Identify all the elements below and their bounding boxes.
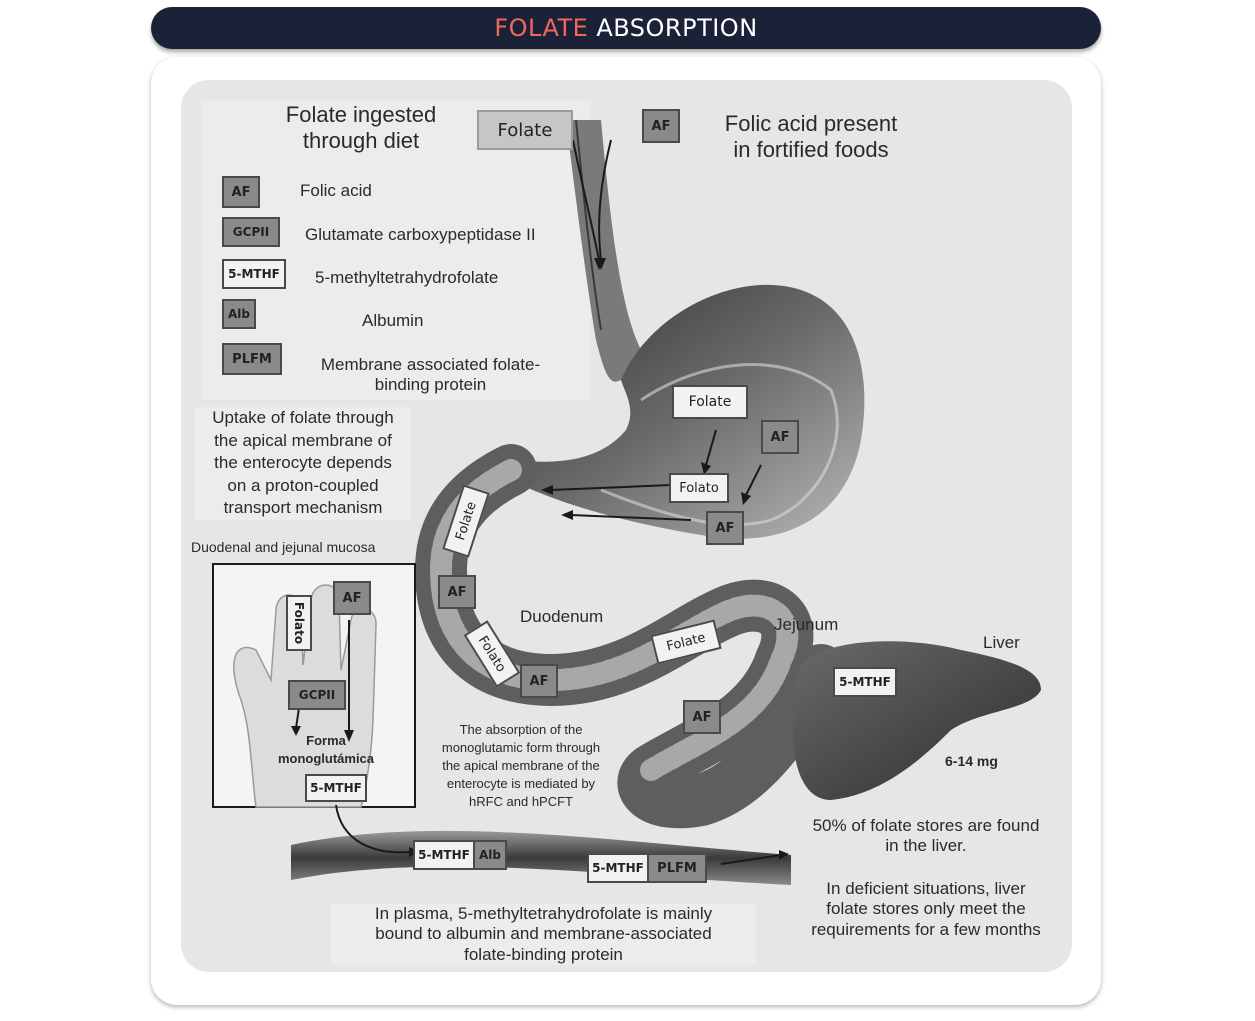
fortified-label: Folic acid present in fortified foods bbox=[724, 111, 898, 163]
liver-note-deficient: In deficient situations, liver folate stores only meet the requirements for a few months bbox=[811, 879, 1041, 939]
liver-5mthf-tag: 5-MTHF bbox=[833, 667, 897, 697]
diet-label: Folate ingested through diet bbox=[285, 102, 437, 154]
plasma-5mthf-tag-1: 5-MTHF bbox=[413, 840, 475, 870]
plasma-5mthf-tag-2: 5-MTHF bbox=[587, 853, 649, 883]
legend-label-af: Folic acid bbox=[300, 181, 372, 200]
mucosa-title: Duodenal and jejunal mucosa bbox=[191, 539, 376, 555]
mucosa-af-tag: AF bbox=[333, 581, 371, 615]
duodenum-af-tag-2: AF bbox=[520, 664, 558, 698]
mucosa-gcpii-tag: GCPII bbox=[288, 680, 346, 710]
legend-label-gcpii: Glutamate carboxypeptidase II bbox=[305, 225, 536, 244]
stomach-folato-tag: Folato bbox=[669, 473, 729, 503]
stomach-folate-tag: Folate bbox=[672, 385, 748, 419]
duodenum-af-tag-1: AF bbox=[438, 575, 476, 609]
uptake-note: Uptake of folate through the apical membrane of the enterocyte depends on a proton-coupled transport mechanism bbox=[195, 407, 411, 520]
legend-label-alb: Albumin bbox=[362, 311, 424, 330]
plasma-alb-tag: Alb bbox=[473, 840, 507, 870]
mucosa-forma-label: Forma monoglutámica bbox=[277, 733, 375, 766]
legend-abbr-plfm: PLFM bbox=[222, 343, 282, 375]
duodenum-folato-tag: Folato bbox=[464, 620, 521, 687]
stomach-af-tag-1: AF bbox=[761, 420, 799, 454]
mucosa-5mthf-tag: 5-MTHF bbox=[305, 774, 367, 802]
legend-abbr-5mthf: 5-MTHF bbox=[222, 259, 286, 289]
blood-vessel bbox=[291, 831, 791, 885]
jejunum-folate-tag: Folate bbox=[650, 619, 721, 664]
folate-absorption-diagram bbox=[181, 80, 1072, 972]
legend-abbr-alb: Alb bbox=[222, 299, 256, 329]
mucosa-folato-tag: Folato bbox=[286, 595, 312, 651]
pylorus-folate-tag: Folate bbox=[442, 484, 490, 557]
legend-label-plfm: Membrane associated folate- binding protein bbox=[320, 355, 541, 395]
liver-illustration bbox=[793, 641, 1041, 800]
legend-abbr-af: AF bbox=[222, 176, 260, 208]
liver-amount: 6-14 mg bbox=[945, 753, 998, 769]
stomach-af-tag-2: AF bbox=[706, 511, 744, 545]
duodenum-label: Duodenum bbox=[520, 607, 604, 626]
monoglutamic-note: The absorption of the monoglutamic form through the apical membrane of the enterocyte is mediated by hRFC and hPCFT bbox=[441, 722, 601, 809]
jejunum-af-tag: AF bbox=[683, 700, 721, 734]
folate-tag-intro: Folate bbox=[477, 110, 573, 150]
jejunum-label: Jejunum bbox=[774, 615, 839, 634]
liver-label: Liver bbox=[983, 633, 1020, 652]
title-rest: ABSORPTION bbox=[596, 14, 758, 42]
title-banner bbox=[151, 7, 1101, 49]
title-highlight: FOLATE bbox=[494, 14, 589, 42]
plasma-plfm-tag: PLFM bbox=[647, 853, 707, 883]
plasma-note: In plasma, 5-methyltetrahydrofolate is mainly bound to albumin and membrane-associated folate-binding protein bbox=[331, 904, 756, 965]
af-tag-intro: AF bbox=[642, 109, 680, 143]
legend-label-5mthf: 5-methyltetrahydrofolate bbox=[315, 268, 499, 287]
liver-note-stores: 50% of folate stores are found in the liver. bbox=[812, 816, 1040, 856]
legend-abbr-gcpii: GCPII bbox=[222, 217, 280, 247]
